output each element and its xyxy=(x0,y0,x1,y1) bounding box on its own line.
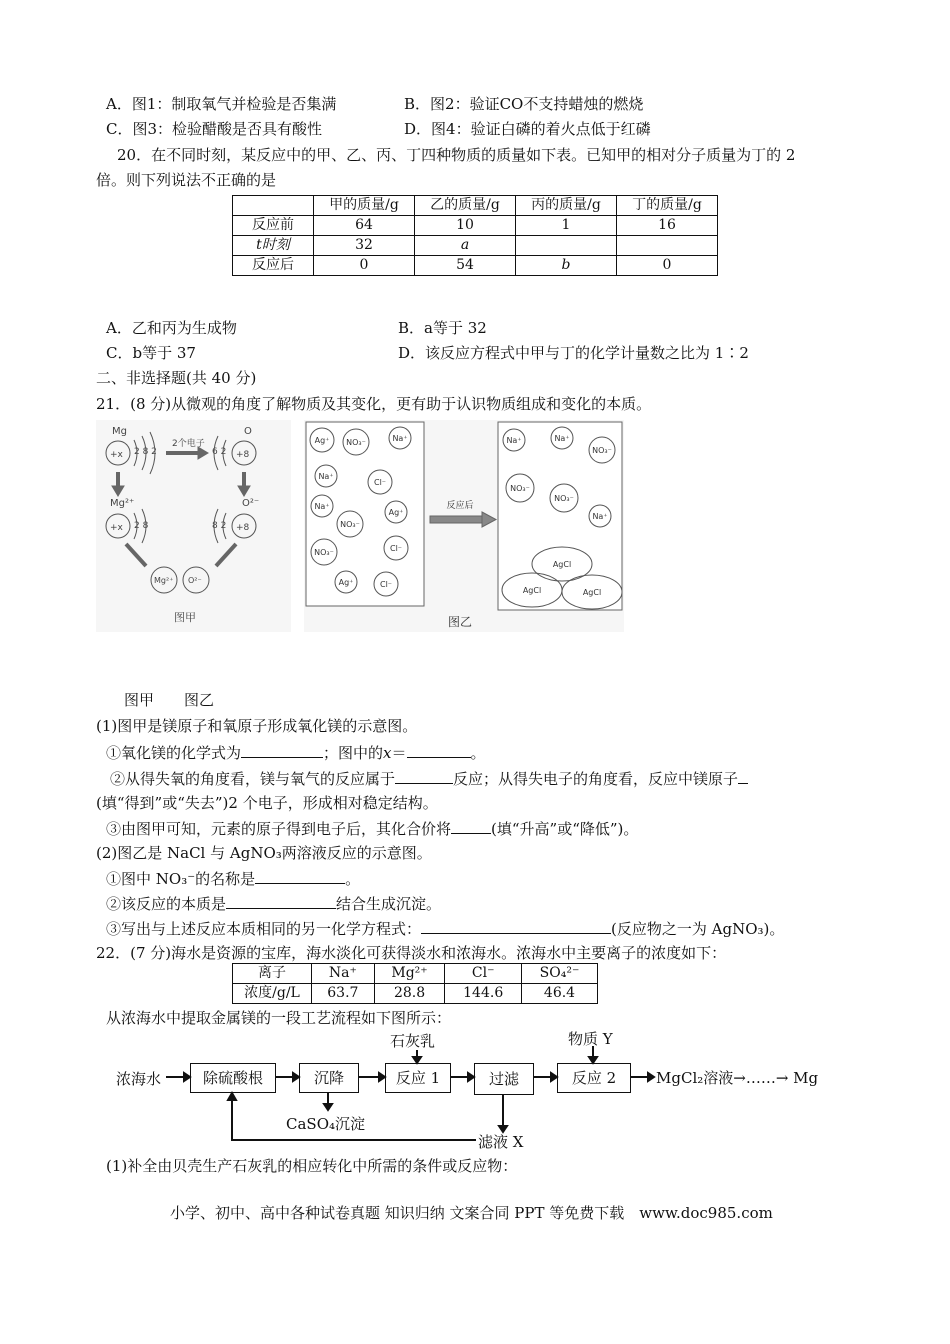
ion-label: NO₃⁻ xyxy=(554,494,574,503)
ion-label: Na⁺ xyxy=(392,434,408,443)
q22-stem: 22．(7 分)海水是资源的宝库，海水淡化可获得淡水和浓海水。浓海水中主要离子的浓度如下： xyxy=(96,944,727,962)
table-row xyxy=(233,964,598,984)
figure-yi xyxy=(304,420,624,632)
arrow-head-icon xyxy=(228,1093,236,1100)
flow-step-filtration: 过滤 xyxy=(474,1063,534,1095)
flow-intro: 从浓海水中提取金属镁的一段工艺流程如下图所示： xyxy=(106,1009,452,1027)
answer-blank[interactable] xyxy=(241,742,323,758)
table-cell: 46.4 xyxy=(522,984,598,1004)
flow-output-caso4: CaSO₄沉淀 xyxy=(286,1115,366,1133)
answer-blank[interactable] xyxy=(395,768,453,784)
table-cell xyxy=(617,236,718,256)
q20-option-d: D．该反应方程式中甲与丁的化学计量数之比为 1∶2 xyxy=(398,344,749,362)
table-cell: a xyxy=(415,236,516,256)
text-segment: ①氧化镁的化学式为 xyxy=(106,744,242,762)
text-segment: ②从得失氧的角度看，镁与氧气的反应属于 xyxy=(110,770,396,788)
text-segment: (反应物之一为 AgNO₃)。 xyxy=(611,920,785,938)
ion-label: Na⁺ xyxy=(554,434,570,443)
flow-end: MgCl₂溶液→……→ Mg xyxy=(656,1069,819,1087)
ion-label: Ag⁺ xyxy=(314,436,330,445)
q21-part1-item2-cont: (填“得到”或“失去”)2 个电子，形成相对稳定结构。 xyxy=(96,794,438,812)
agcl-label: AgCl xyxy=(582,588,602,597)
text-segment: 结合生成沉淀。 xyxy=(336,895,442,913)
q20-stem-line1: 20．在不同时刻，某反应中的甲、乙、丙、丁四种物质的质量如下表。已知甲的相对分子质量为丁的 2 xyxy=(117,146,796,164)
q21-part1-item3 xyxy=(106,818,638,839)
flow-step-reaction2: 反应 2 xyxy=(557,1063,631,1093)
table-row xyxy=(233,216,718,236)
answer-blank[interactable] xyxy=(407,742,471,758)
table-cell: 32 xyxy=(314,236,415,256)
text-segment: ；图中的 xyxy=(323,744,384,762)
answer-blank[interactable] xyxy=(226,893,336,909)
q19-option-a: A．图1：制取氧气并检验是否集满 xyxy=(106,95,337,113)
flow-input-substance-y: 物质 Y xyxy=(568,1030,613,1048)
text-segment: 。 xyxy=(345,870,361,888)
table-cell xyxy=(233,236,314,256)
table-cell: 63.7 xyxy=(312,984,375,1004)
table-cell: 0 xyxy=(314,256,415,276)
o-label: O xyxy=(244,426,252,437)
table-header-jia: 甲的质量/g xyxy=(314,196,415,216)
table-cell: 28.8 xyxy=(374,984,445,1004)
table-cell xyxy=(516,236,617,256)
flow-output-filtrate-x: 滤液 X xyxy=(478,1133,524,1151)
ion-label: NO₃⁻ xyxy=(346,438,366,447)
table-cell: 64 xyxy=(314,216,415,236)
mgo-mg-ion: Mg²⁺ xyxy=(154,576,174,585)
ion-label: Cl⁻ xyxy=(379,580,393,589)
table-header-ding: 丁的质量/g xyxy=(617,196,718,216)
flow-start: 浓海水 xyxy=(116,1070,162,1088)
ion-label: Ag⁺ xyxy=(388,508,404,517)
table-row xyxy=(233,984,598,1004)
table-cell: 反应后 xyxy=(233,256,314,276)
table-cell xyxy=(233,196,314,216)
recycle-arrow-line xyxy=(232,1100,476,1140)
q22-part1: (1)补全由贝壳生产石灰乳的相应转化中所需的条件或反应物： xyxy=(106,1157,518,1175)
table-header-row xyxy=(233,196,718,216)
answer-blank[interactable] xyxy=(738,768,748,784)
mg-ion-shell: 2 8 xyxy=(134,521,149,531)
text-segment: ③由图甲可知，元素的原子得到电子后，其化合价将 xyxy=(106,820,452,838)
ion-label: Na⁺ xyxy=(318,472,334,481)
mg-core: +x xyxy=(110,450,123,460)
o-ion-shell: 8 2 xyxy=(212,521,227,531)
arrow-head-icon xyxy=(589,1057,597,1063)
agcl-label: AgCl xyxy=(522,586,542,595)
electron-transfer-label: 2个电子 xyxy=(172,439,205,449)
figure-jia xyxy=(96,420,291,632)
flow-step-settling: 沉降 xyxy=(299,1063,359,1093)
table-cell: 54 xyxy=(415,256,516,276)
answer-blank[interactable] xyxy=(255,868,345,884)
q20-stem-line2: 倍。则下列说法不正确的是 xyxy=(96,171,277,189)
arrow-head-icon xyxy=(551,1073,557,1081)
table-cell: 离子 xyxy=(233,964,312,984)
q22-ion-table xyxy=(232,963,598,1004)
table-cell: 反应前 xyxy=(233,216,314,236)
arrow-head-icon xyxy=(293,1073,299,1081)
ion-label: Na⁺ xyxy=(314,502,330,511)
ion-label: Cl⁻ xyxy=(389,544,403,553)
text-segment: ②该反应的本质是 xyxy=(106,895,227,913)
o-core: +8 xyxy=(236,450,250,460)
mg-ion-label: Mg²⁺ xyxy=(110,498,135,509)
flow-input-lime-milk: 石灰乳 xyxy=(390,1032,436,1050)
arrow-head-icon xyxy=(379,1073,385,1081)
q19-option-d: D．图4：验证白磷的着火点低于红磷 xyxy=(404,120,651,138)
reaction-arrow xyxy=(430,516,482,523)
arrow-head-icon xyxy=(499,1126,507,1132)
flow-step-remove-sulfate: 除硫酸根 xyxy=(190,1063,276,1093)
reaction-arrow-label: 反应后 xyxy=(446,501,474,511)
flow-step-reaction1: 反应 1 xyxy=(385,1063,451,1093)
table-cell: 0 xyxy=(617,256,718,276)
q21-part1: (1)图甲是镁原子和氧原子形成氧化镁的示意图。 xyxy=(96,717,418,735)
table-cell: Na⁺ xyxy=(312,964,375,984)
arrow-head-icon xyxy=(184,1073,190,1081)
ion-label: NO₃⁻ xyxy=(314,548,334,557)
footer-text: 小学、初中、高中各种试卷真题 知识归纳 文案合同 PPT 等免费下载 www.doc985.com xyxy=(170,1204,773,1222)
t-symbol: t时刻 xyxy=(256,237,290,253)
q20-option-b: B．a等于 32 xyxy=(398,319,487,337)
q20-option-c: C．b等于 37 xyxy=(106,344,196,362)
table-row xyxy=(233,256,718,276)
q21-part1-item1 xyxy=(106,742,486,763)
table-header-yi: 乙的质量/g xyxy=(415,196,516,216)
q21-part1-item2 xyxy=(110,768,748,789)
table-cell: 16 xyxy=(617,216,718,236)
figure-jia-caption: 图甲 xyxy=(174,611,196,624)
q21-part2-item3 xyxy=(106,918,784,939)
o-ion-core: +8 xyxy=(236,523,250,533)
text-segment: 。 xyxy=(470,744,486,762)
table-cell: Cl⁻ xyxy=(445,964,522,984)
table-cell: Mg²⁺ xyxy=(374,964,445,984)
answer-blank[interactable] xyxy=(451,818,491,834)
arrow-head-icon xyxy=(468,1073,474,1081)
agcl-label: AgCl xyxy=(552,560,572,569)
q21-part2-item1 xyxy=(106,868,360,889)
ion-label: NO₃⁻ xyxy=(340,520,360,529)
q20-option-a: A．乙和丙为生成物 xyxy=(106,319,237,337)
q21-stem: 21．(8 分)从微观的角度了解物质及其变化，更有助于认识物质组成和变化的本质。 xyxy=(96,395,652,413)
table-cell: 10 xyxy=(415,216,516,236)
figure-captions: 图甲 图乙 xyxy=(124,691,215,709)
mg-ion-core: +x xyxy=(110,523,123,533)
mg-shell: 2 8 2 xyxy=(134,447,157,457)
ion-label: Na⁺ xyxy=(592,512,608,521)
answer-blank[interactable] xyxy=(421,918,611,934)
mgo-o-ion: O²⁻ xyxy=(188,576,202,585)
mg-label: Mg xyxy=(112,426,127,437)
table-header-bing: 丙的质量/g xyxy=(516,196,617,216)
text-segment: ③写出与上述反应本质相同的另一化学方程式： xyxy=(106,920,422,938)
ion-label: Ag⁺ xyxy=(338,578,354,587)
text-segment: ＝ xyxy=(391,744,407,762)
arrow-head-icon xyxy=(413,1057,421,1063)
table-cell: 144.6 xyxy=(445,984,522,1004)
table-cell: b xyxy=(516,256,617,276)
figure-yi-caption: 图乙 xyxy=(447,615,473,629)
ion-label: Na⁺ xyxy=(506,436,522,445)
q19-option-c: C．图3：检验醋酸是否具有酸性 xyxy=(106,120,323,138)
table-row xyxy=(233,236,718,256)
o-ion-label: O²⁻ xyxy=(242,498,260,509)
section-heading: 二、非选择题(共 40 分) xyxy=(96,369,257,387)
flow-arrows xyxy=(160,1040,660,1150)
x-symbol: x xyxy=(383,744,392,762)
arrow-head-icon xyxy=(324,1104,332,1110)
q21-part2-item2 xyxy=(106,893,441,914)
table-cell: 浓度/g/L xyxy=(233,984,312,1004)
o-shell: 6 2 xyxy=(212,447,227,457)
q21-part2: (2)图乙是 NaCl 与 AgNO₃两溶液反应的示意图。 xyxy=(96,844,432,862)
table-cell: SO₄²⁻ xyxy=(522,964,598,984)
ion-label: NO₃⁻ xyxy=(510,484,530,493)
q19-option-b: B．图2：验证CO不支持蜡烛的燃烧 xyxy=(404,95,644,113)
ion-label: NO₃⁻ xyxy=(592,446,612,455)
text-segment: (填“升高”或“降低”)。 xyxy=(491,820,639,838)
before-beaker xyxy=(306,422,424,606)
q20-mass-table xyxy=(232,195,718,276)
arrow-head-icon xyxy=(648,1073,654,1081)
text-segment: 反应；从得失电子的角度看，反应中镁原子 xyxy=(453,770,739,788)
text-segment: ①图中 NO₃⁻的名称是 xyxy=(106,870,256,888)
table-cell: 1 xyxy=(516,216,617,236)
ion-label: Cl⁻ xyxy=(373,478,387,487)
